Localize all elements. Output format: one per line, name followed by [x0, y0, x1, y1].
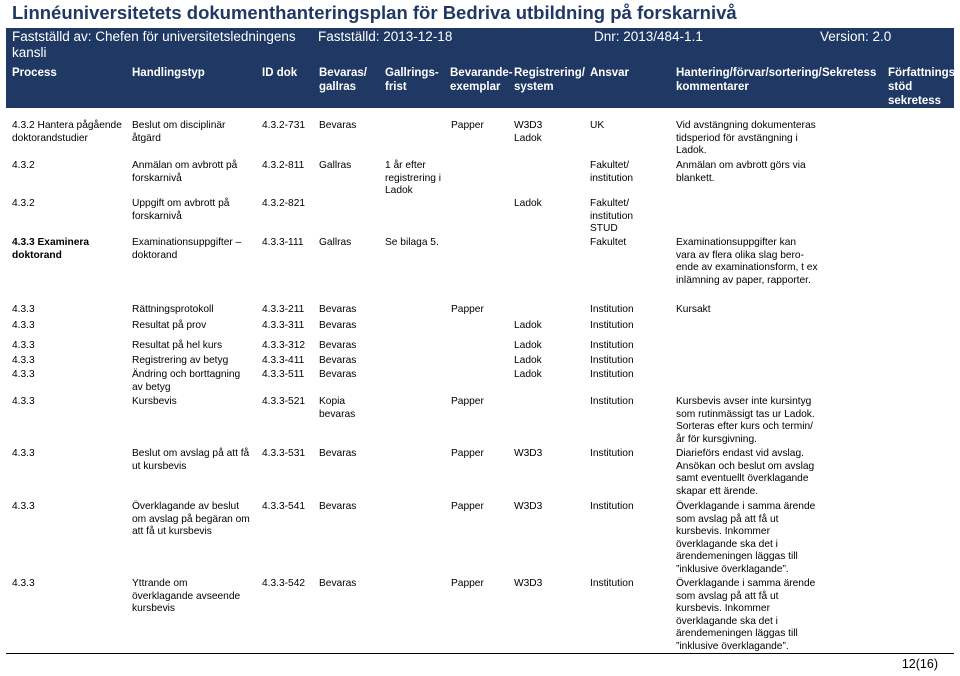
row-reg: W3D3: [514, 578, 543, 589]
row-type: Överklagande av beslut om avslag på begäran om att få ut kursbevis: [132, 501, 250, 538]
row-reg: Ladok: [514, 340, 542, 351]
row-keep: Bevaras: [319, 304, 357, 315]
row-id: 4.3.3-111: [262, 237, 304, 248]
established-date: Fastställd: 2013-12-18: [318, 29, 453, 44]
established-by: Fastställd av: Chefen för universitetsledningens kansli: [12, 29, 296, 60]
col-process: Process: [12, 67, 57, 79]
row-reg: Ladok: [514, 198, 542, 209]
row-process: 4.3.2 Hantera pågående doktorandstudier: [12, 120, 122, 144]
row-keep: Gallras: [319, 160, 352, 171]
row-resp: Institution: [590, 578, 634, 589]
col-registrering: Registrering/ system: [514, 67, 585, 93]
row-comment: Anmälan om avbrott görs via blankett.: [676, 160, 806, 184]
row-keep: Bevaras: [319, 320, 357, 331]
row-type: Kursbevis: [132, 396, 177, 407]
row-resp: Fakultet: [590, 237, 627, 248]
col-sekretess: Sekretess: [822, 67, 877, 79]
row-type: Yttrande om överklagande avseende kursbevis: [132, 578, 241, 615]
row-reg: W3D3 Ladok: [514, 120, 543, 144]
row-keep: Bevaras: [319, 355, 357, 366]
row-resp: Fakultet/ institution STUD: [590, 198, 634, 235]
row-id: 4.3.3-541: [262, 501, 306, 512]
row-type: Beslut om disciplinär åtgärd: [132, 120, 226, 144]
row-type: Ändring och borttagning av betyg: [132, 369, 241, 393]
page-number: 12(16): [901, 657, 938, 671]
row-resp: Institution: [590, 304, 634, 315]
row-id: 4.3.3-531: [262, 448, 306, 459]
row-comment: Vid avstängning dokumenteras tidsperiod för avstängning i Ladok.: [676, 120, 816, 157]
row-keep: Kopia bevaras: [319, 396, 356, 420]
row-process: 4.3.3: [12, 396, 35, 407]
row-process: 4.3.2: [12, 198, 35, 209]
row-process: 4.3.3: [12, 578, 35, 589]
row-resp: Institution: [590, 369, 634, 380]
row-type: Examinationsuppgifter – doktorand: [132, 237, 242, 261]
row-reg: W3D3: [514, 448, 543, 459]
document-title: Linnéuniversitetets dokumenthanteringsplan för Bedriva utbildning på forskarnivå: [12, 2, 737, 23]
row-frist: Se bilaga 5.: [385, 237, 439, 248]
row-id: 4.3.3-312: [262, 340, 306, 351]
col-hantering: Hantering/förvar/sortering/ kommentarer: [676, 67, 822, 93]
row-resp: Institution: [590, 355, 634, 366]
row-type: Beslut om avslag på att få ut kursbevis: [132, 448, 250, 472]
row-comment: Kursakt: [676, 304, 711, 315]
row-resp: Fakultet/ institution: [590, 160, 634, 184]
row-comment: Kursbevis avser inte kursintyg som rutinmässigt tas ur Ladok. Sorteras efter kurs och termin/år för kursgivning.: [676, 396, 815, 445]
row-type: Resultat på prov: [132, 320, 207, 331]
row-process: 4.3.3: [12, 501, 35, 512]
row-keep: Bevaras: [319, 120, 357, 131]
row-frist: 1 år efter registrering i Ladok: [385, 160, 442, 197]
row-id: 4.3.2-731: [262, 120, 306, 131]
row-type: Registrering av betyg: [132, 355, 229, 366]
footer-divider: [6, 653, 954, 654]
row-process: 4.3.3: [12, 448, 35, 459]
col-handlingstyp: Handlingstyp: [132, 67, 205, 79]
reg-number: Dnr: 2013/484-1.1: [594, 29, 703, 44]
row-process: 4.3.3: [12, 355, 35, 366]
row-keep: Bevaras: [319, 340, 357, 351]
row-comment: Överklagande i samma ärende som avslag på att få ut kursbevis. Inkommer överklagande ska det i ärendemeningen läggas till ”inklusive överklagande”.: [676, 501, 816, 575]
row-process: 4.3.3: [12, 369, 35, 380]
col-forfattningsstod: Författnings-stöd sekretess: [888, 67, 959, 107]
row-copy: Papper: [451, 501, 484, 512]
row-id: 4.3.3-521: [262, 396, 306, 407]
row-id: 4.3.2-811: [262, 160, 305, 171]
col-bevaras: Bevaras/ gallras: [319, 67, 367, 93]
row-copy: Papper: [451, 448, 484, 459]
column-header-bar: [6, 61, 959, 108]
row-comment: Examinationsuppgifter kan vara av flera olika slag bero-ende av examinationsform, t ex inlämning av paper, rapporter.: [676, 237, 818, 286]
col-bevarandeexemplar: Bevarande-exemplar: [450, 67, 513, 93]
row-id: 4.3.3-511: [262, 369, 305, 380]
row-type: Resultat på hel kurs: [132, 340, 223, 351]
col-gallringsfrist: Gallrings-frist: [385, 67, 439, 93]
row-comment: Överklagande i samma ärende som avslag på att få ut kursbevis. Inkommer överklagande ska det i ärendemeningen läggas till ”inklusive överklagande”.: [676, 578, 816, 652]
row-process: 4.3.3: [12, 304, 35, 315]
row-resp: UK: [590, 120, 605, 131]
row-keep: Bevaras: [319, 369, 357, 380]
row-resp: Institution: [590, 448, 634, 459]
row-reg: W3D3: [514, 501, 543, 512]
row-type: Anmälan om avbrott på forskarnivå: [132, 160, 238, 184]
row-resp: Institution: [590, 501, 634, 512]
row-copy: Papper: [451, 578, 484, 589]
row-id: 4.3.3-211: [262, 304, 305, 315]
header-info-bar: [6, 28, 954, 61]
row-keep: Gallras: [319, 237, 352, 248]
row-id: 4.3.2-821: [262, 198, 306, 209]
row-copy: Papper: [451, 304, 484, 315]
row-resp: Institution: [590, 320, 634, 331]
row-process: 4.3.3 Examinera doktorand: [12, 237, 90, 261]
row-keep: Bevaras: [319, 578, 357, 589]
col-ansvar: Ansvar: [590, 67, 629, 79]
row-process: 4.3.2: [12, 160, 35, 171]
row-keep: Bevaras: [319, 501, 357, 512]
version: Version: 2.0: [820, 29, 892, 44]
row-resp: Institution: [590, 396, 634, 407]
row-id: 4.3.3-311: [262, 320, 305, 331]
row-keep: Bevaras: [319, 448, 357, 459]
row-reg: Ladok: [514, 369, 542, 380]
row-type: Uppgift om avbrott på forskarnivå: [132, 198, 230, 222]
row-process: 4.3.3: [12, 340, 35, 351]
row-id: 4.3.3-411: [262, 355, 305, 366]
col-id: ID dok: [262, 67, 298, 79]
row-reg: Ladok: [514, 355, 542, 366]
row-type: Rättningsprotokoll: [132, 304, 214, 315]
row-resp: Institution: [590, 340, 634, 351]
row-copy: Papper: [451, 120, 484, 131]
row-id: 4.3.3-542: [262, 578, 306, 589]
row-comment: Diarieförs endast vid avslag. Ansökan och beslut om avslag samt eventuellt överklagande skapar ett ärende.: [676, 448, 815, 497]
row-reg: Ladok: [514, 320, 542, 331]
row-copy: Papper: [451, 396, 484, 407]
row-process: 4.3.3: [12, 320, 35, 331]
